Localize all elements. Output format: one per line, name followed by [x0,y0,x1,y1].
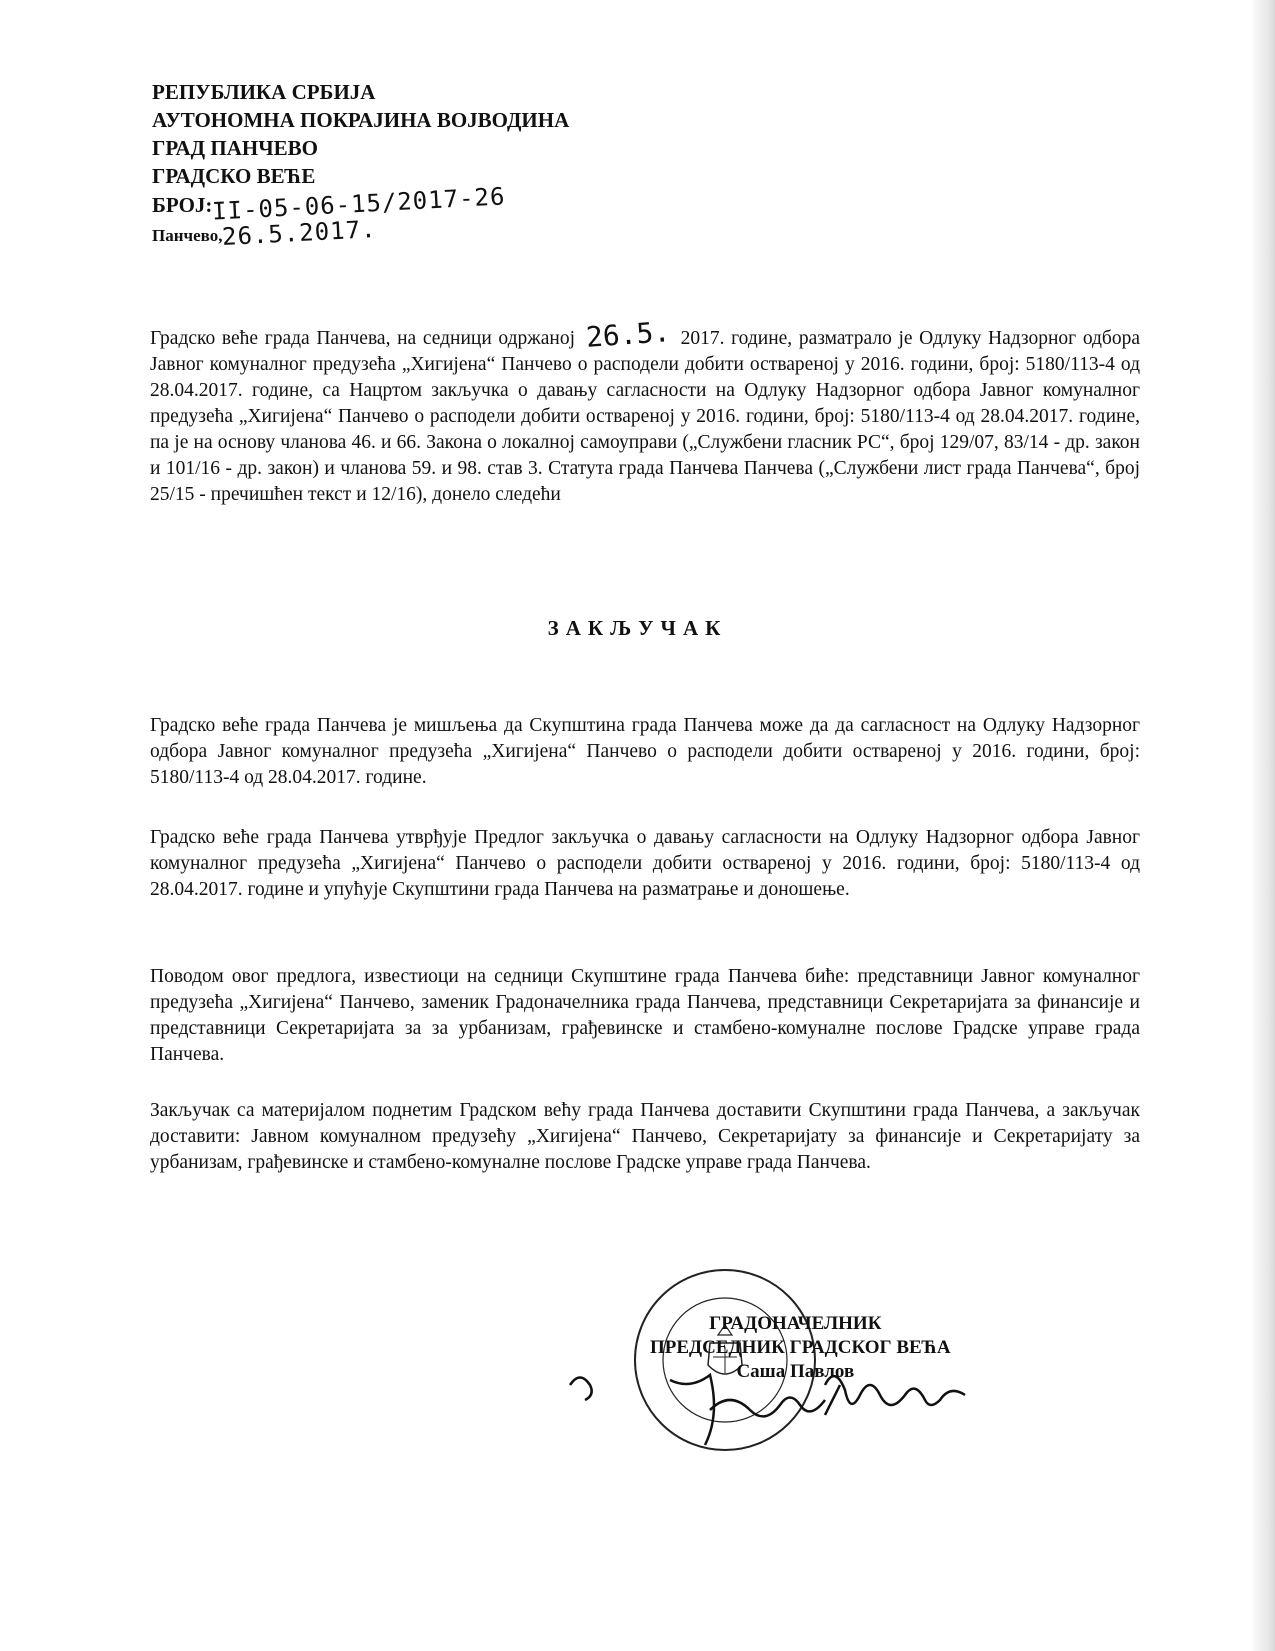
number-value: II-05-06-15/2017-26 [211,182,507,226]
date-value: 26.5.2017. [221,214,378,252]
intro-paragraph [150,315,1141,508]
intro-before-date: Градско веће града Панчева, на седници одржаној [150,328,576,349]
place-label: Панчево, [152,226,223,245]
intro-handwritten-date: 26.5. [584,315,671,354]
header-city: ГРАД ПАНЧЕВО [152,136,318,160]
paragraph-1: Градско веће града Панчева је мишљења да Скупштина града Панчева може да да сагласност на Одлуку Надзорног одбора Јавног комуналног предузећа „Хигијена“ Панчево о расподели добити оствареној у 2016. години, број: 5180/113-4 од 28.04.2017. године. [150,715,1140,788]
header-council: ГРАДСКО ВЕЋЕ [152,164,316,188]
document-title: ЗАКЉУЧАК [547,616,728,640]
paragraph-3: Поводом овог предлога, известиоци на седници Скупштине града Панчева биће: представници Јавног комуналног предузећа „Хигијена“ Панчево, заменик Градоначелника града Панчева, представници Секретаријата за финансије и представници Секретаријата за за урбанизам, грађевинске и стамбено-комуналне послове Градске управе града Панчева. [150,966,1140,1065]
paragraph-2: Градско веће града Панчева утврђује Предлог закључка о давању сагласности на Одлуку Надзорног одбора Јавног комуналног предузећа „Хигијена“ Панчево о расподели добити оствареној у 2016. години, број: 5180/113-4 од 28.04.2017. године и упућује Скупштини града Панчева на разматрање и доношење. [150,827,1140,900]
signature-block [640,1312,951,1384]
intro-after-date: 2017. године, разматрало је Одлуку Надзорног одбора Јавног комуналног предузећа „Хигијена“ Панчево о расподели добити оствареној у 2016. години, број: 5180/113-4 од 28.04.2017. године, са Нацртом закључка о давању сагласности на Одлуку Надзорног одбора Јавног комуналног предузећа „Хигијена“ Панчево о расподели добити оствареној у 2016. години, број: 5180/113-4 од 28.04.2017. године, па је на основу чланова 46. и 66. Закона о локалној самоуправи („Службени гласник РС“, број 129/07, 83/14 - др. закон и 101/16 - др. закон) и чланова 59. и 98. став 3. Статута града Панчева Панчева („Службени лист града Панчева“, број 25/15 - пречишћен текст и 12/16), донело следећи [150,328,1141,505]
header-country: РЕПУБЛИКА СРБИЈА [152,80,376,104]
header-province: АУТОНОМНА ПОКРАЈИНА ВОЈВОДИНА [152,108,570,132]
signatory-title-1: ГРАДОНАЧЕЛНИК [709,1313,882,1334]
signatory-name: Саша Павлов [736,1361,855,1382]
paragraph-4: Закључак са материјалом поднетим Градском већу града Панчева доставити Скупштини града Панчева, а закључак доставити: Јавном комуналном предузећу „Хигијена“ Панчево, Секретаријату за финансије и Секретаријату за урбанизам, грађевинске и стамбено-комуналне послове Градске управе града Панчева. [150,1100,1140,1173]
signatory-title-2: ПРЕДСЕДНИК ГРАДСКОГ ВЕЋА [650,1337,951,1358]
number-label: БРОЈ: [152,193,213,217]
scan-edge [1253,0,1275,1651]
header-number [152,182,569,226]
document-header [152,78,569,250]
